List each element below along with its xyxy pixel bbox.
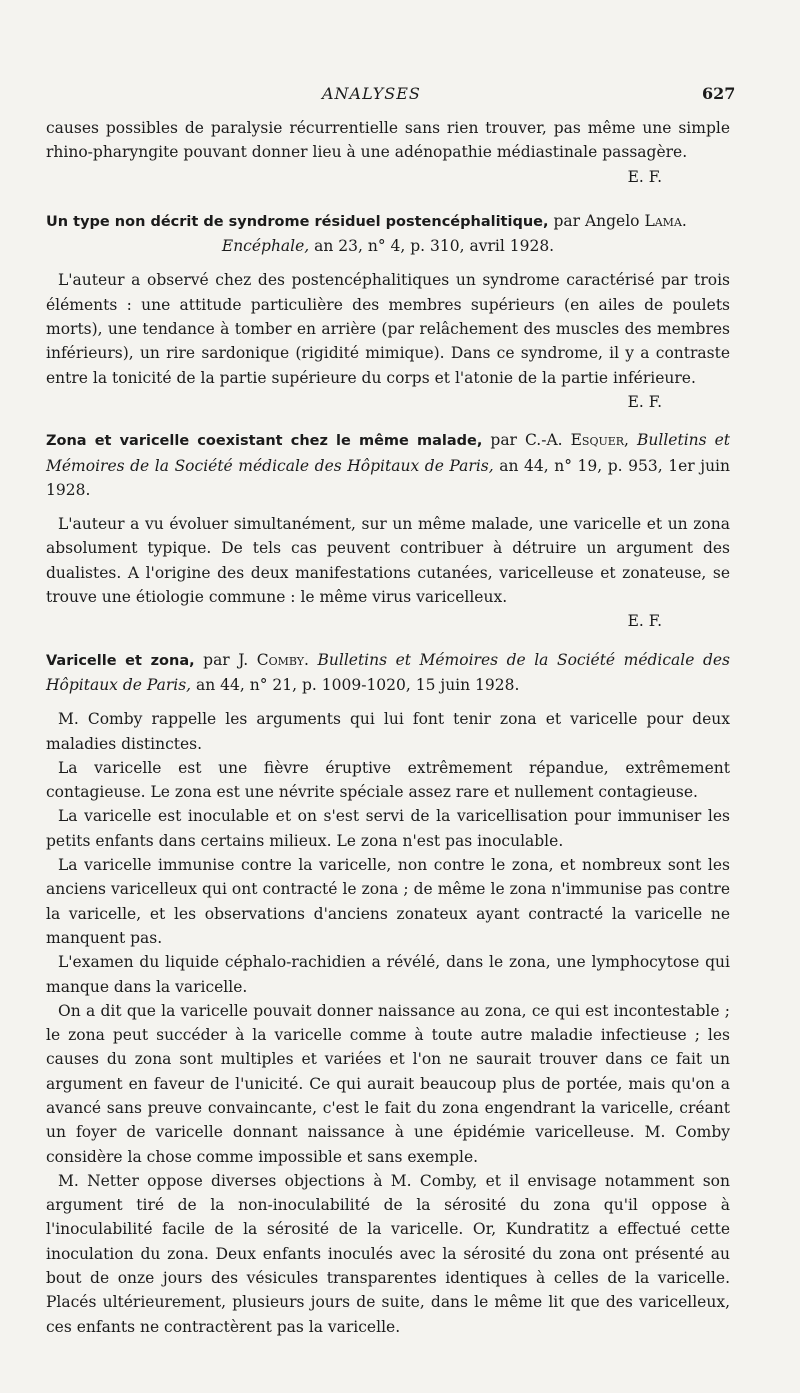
title-text: Zona et varicelle coexistant chez le même malade, <box>46 433 483 450</box>
page-number: 627 <box>702 84 736 103</box>
signature: E. F. <box>627 392 662 411</box>
paragraph: L'auteur a vu évoluer simultanément, sur un même malade, une varicelle et un zona absolument typique. De tels cas peuvent contribuer à détruire un argument des dualistes. A l'origine des deux manifestations cutanées, varicelleuse et zonateuse, se trouve une étiologie commune : le même virus varicelleux. <box>46 515 730 607</box>
journal-name: Encéphale, <box>221 237 310 256</box>
entry-title <box>46 428 730 502</box>
paragraph: La varicelle est une fièvre éruptive extrêmement répandue, extrêmement contagieuse. Le zona est une névrite spéciale assez rare et nullement contagieuse. <box>46 758 730 802</box>
paragraph: L'auteur a observé chez des postencéphalitiques un syndrome caractérisé par trois éléments : une attitude particulière des membres supérieurs (en ailes de poulets morts), une tendance à tomber en arrière (par relâchement des muscles des membres inférieurs), un rire sardonique (rigidité mimique). Dans ce syndrome, il y a contraste entre la tonicité de la partie supérieure du corps et l'atonie de la partie inférieure. <box>46 271 730 387</box>
paragraph: M. Netter oppose diverses objections à M. Comby, et il envisage notamment son argument tiré de la non-inoculabilité de la sérosité du zona qu'il oppose à l'inoculabilité facile de la sérosité de la varicelle. Or, Kundratitz a effectué cette inoculation du zona. Deux enfants inoculés avec la sérosité du zona ont présenté au bout de onze jours des vésicules transparentes identiques à celles de la varicelle. Placés ultérieurement, plusieurs jours de suite, dans le même lit que des varicelleux, ces enfants ne contractèrent pas la varicelle. <box>46 1171 730 1336</box>
title-text: Un type non décrit de syndrome résiduel postencéphalitique, <box>46 213 549 230</box>
citation-details: an 44, n° 21, p. 1009-1020, 15 juin 1928. <box>191 675 520 694</box>
title-text: Varicelle et zona, <box>46 652 195 669</box>
paragraph: causes possibles de paralysie récurrentielle sans rien trouver, pas même une simple rhino-pharyngite pouvant donner lieu à une adénopathie médiastinale passagère. <box>46 119 730 162</box>
author-name: Comby. <box>256 650 309 669</box>
entry-comby <box>46 648 730 1339</box>
entry-title <box>46 648 730 698</box>
paragraph: On a dit que la varicelle pouvait donner naissance au zona, ce qui est incontestable ; le zona peut succéder à la varicelle comme à toute autre maladie infectieuse ; les causes du zona sont multiples et variées et l'on ne saurait trouver dans ce fait un argument en faveur de l'unicité. Ce qui aurait beaucoup plus de portée, mais qu'on a avancé sans preuve convaincante, c'est le fait du zona engendrant la varicelle, créant un foyer de varicelle donnant naissance à une épidémie varicelleuse. M. Comby considère la chose comme impossible et sans exemple. <box>46 1001 730 1166</box>
journal-name: Bulletins et Mémoires de la Société médicale des Hôpitaux de Paris, <box>46 431 730 475</box>
title-by: par J. <box>194 650 257 669</box>
running-title: ANALYSES <box>322 84 421 103</box>
paragraph: La varicelle est inoculable et on s'est servi de la varicellisation pour immuniser les petits enfants dans certains milieux. Le zona n'est pas inoculable. <box>46 807 730 850</box>
page-body <box>46 116 730 1339</box>
entry-continuation <box>46 116 730 189</box>
page-header <box>0 84 800 106</box>
paragraph: La varicelle immunise contre la varicelle, non contre le zona, et nombreux sont les anciens varicelleux qui ont contracté le zona ; de même le zona n'immunise pas contre la varicelle, et les observations d'anciens zonateux ayant contracté la varicelle ne manquent pas. <box>46 856 730 947</box>
entry-lama <box>46 209 730 414</box>
title-by: par C.-A. <box>482 431 571 450</box>
paragraph: L'examen du liquide céphalo-rachidien a révélé, dans le zona, une lymphocytose qui manque dans la varicelle. <box>46 953 730 996</box>
title-by: par Angelo <box>548 211 645 230</box>
signature: E. F. <box>627 612 662 631</box>
entry-title <box>46 209 730 259</box>
signature: E. F. <box>627 167 662 186</box>
paragraph: M. Comby rappelle les arguments qui lui font tenir zona et varicelle pour deux maladies distinctes. <box>46 710 730 753</box>
author-name: Esquer, <box>570 431 629 450</box>
author-name: Lama. <box>644 211 687 230</box>
citation-details: an 23, n° 4, p. 310, avril 1928. <box>309 237 555 256</box>
citation <box>46 234 730 258</box>
citation-details: an 44, n° 19, p. 953, 1er juin 1928. <box>46 456 730 499</box>
journal-name: Bulletins et Mémoires de la Société médicale des Hôpitaux de Paris, <box>46 650 731 694</box>
entry-esquer <box>46 428 730 633</box>
